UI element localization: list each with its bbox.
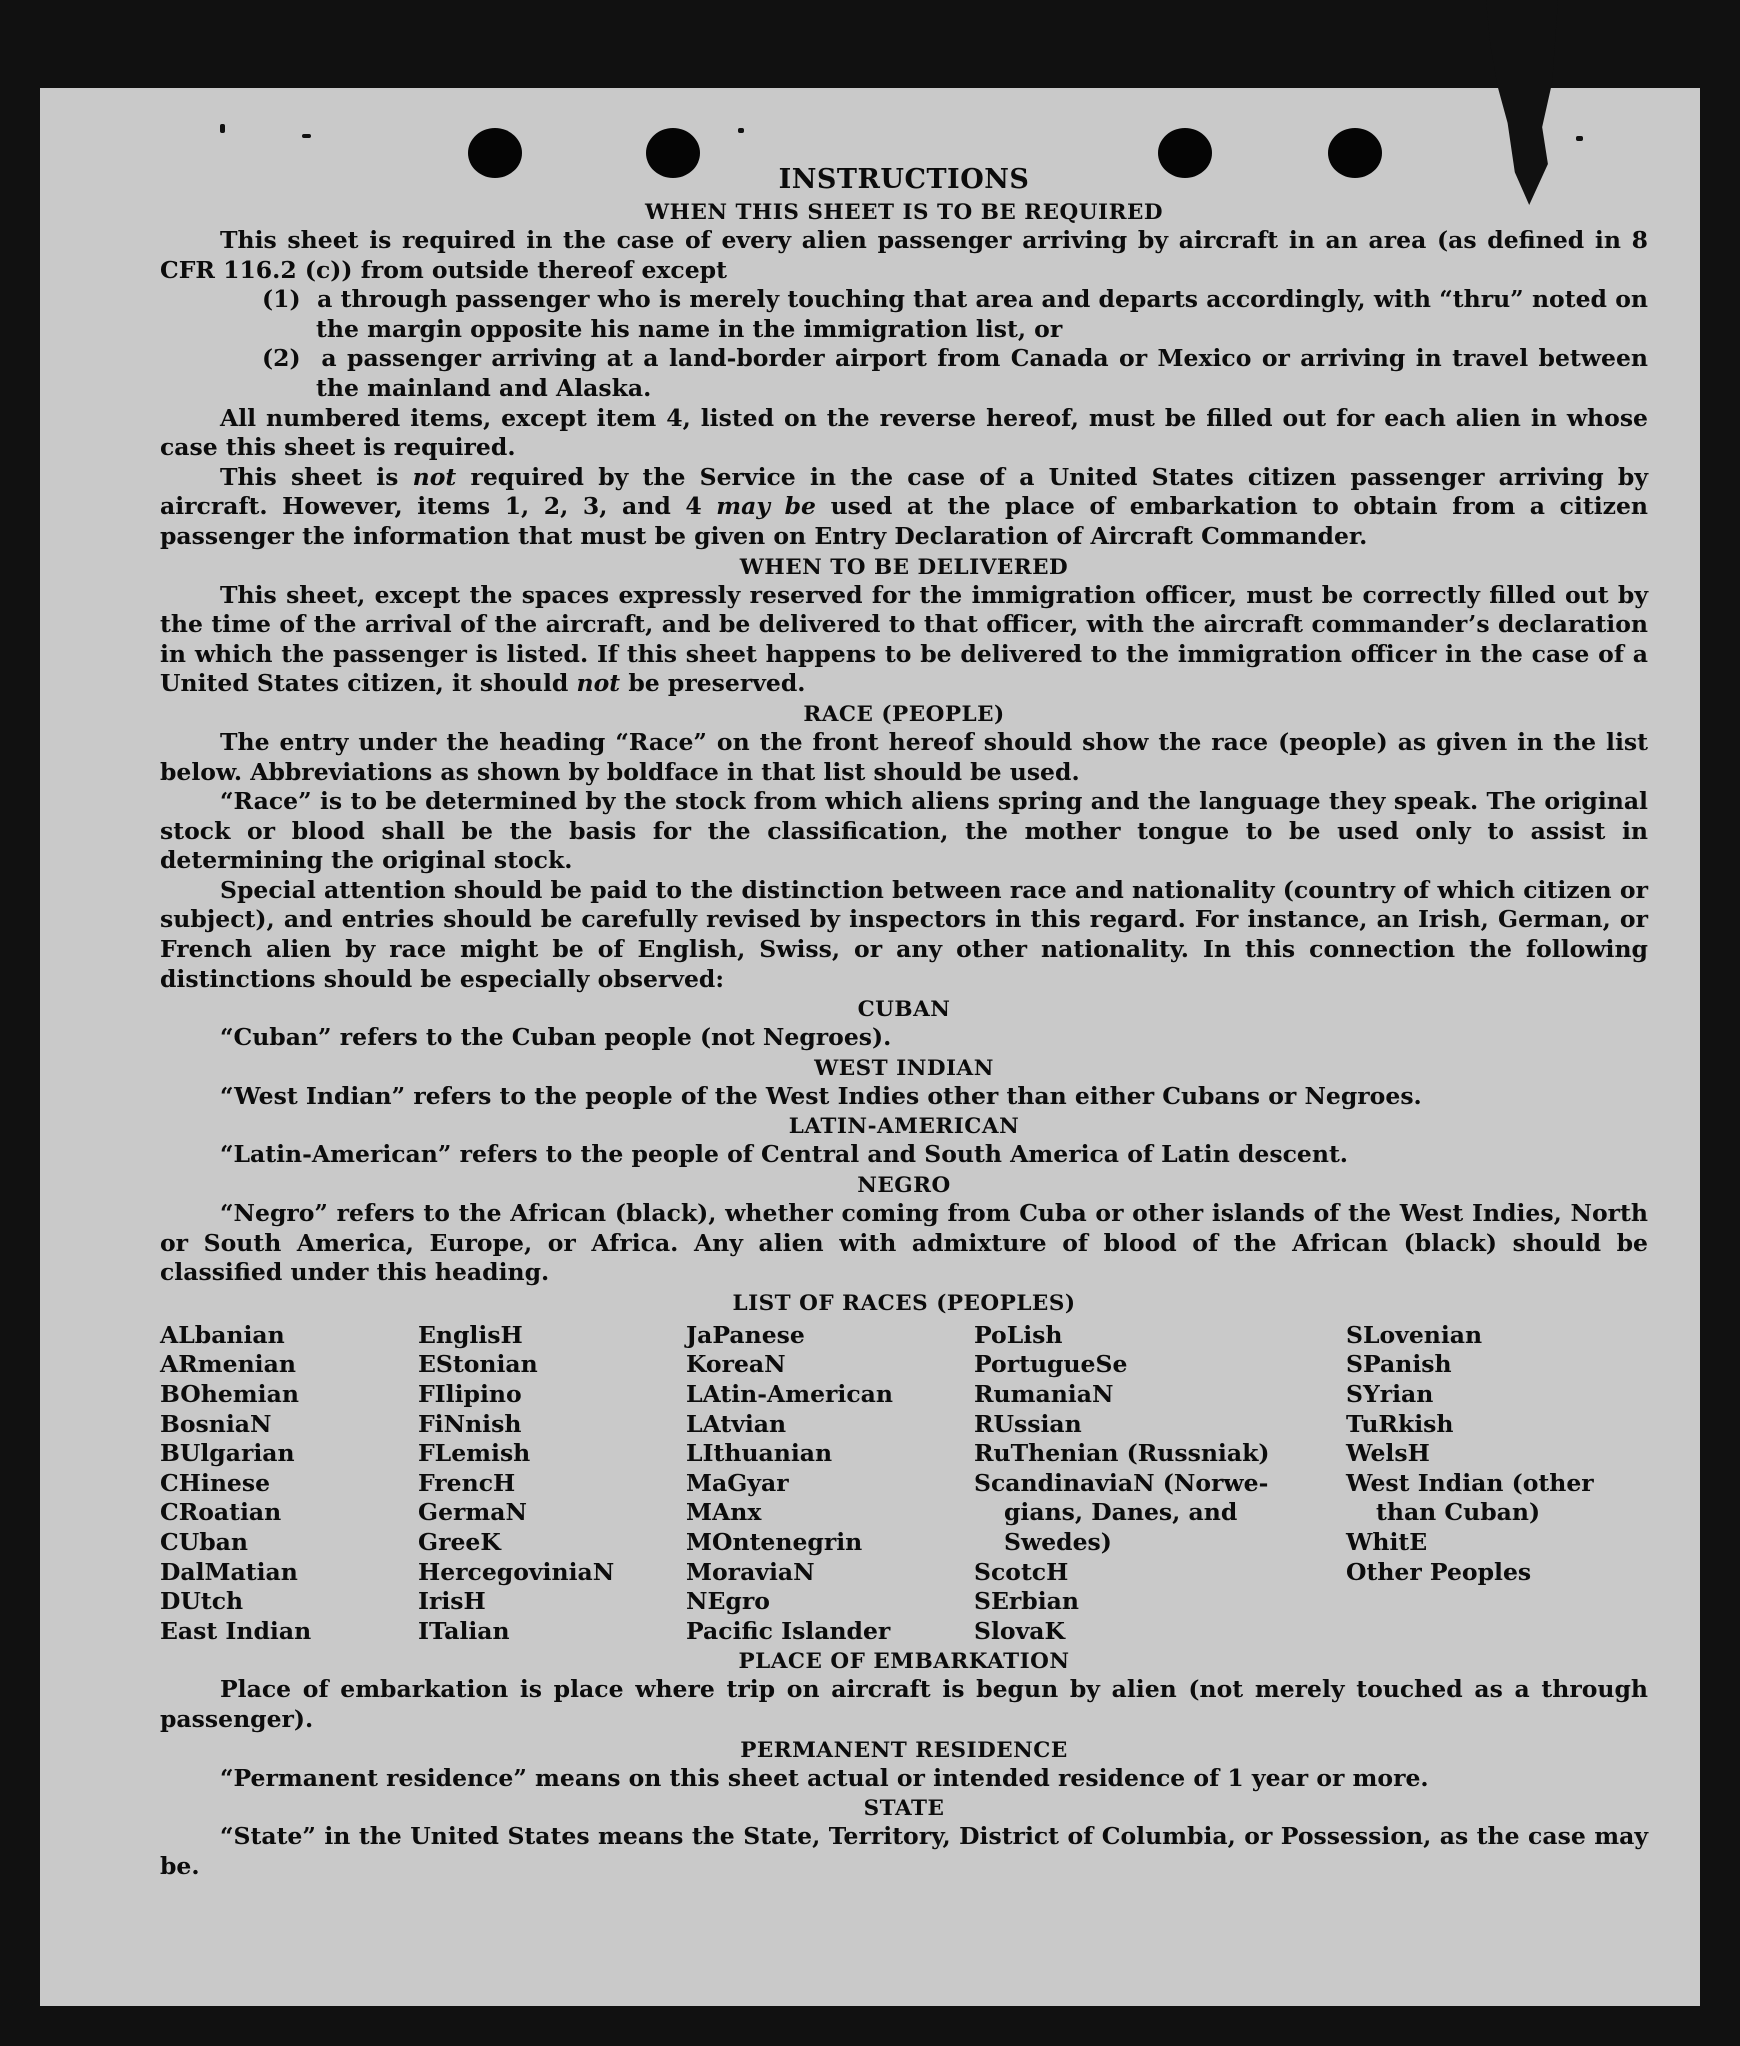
- section-heading: LATIN-AMERICAN: [788, 1114, 1020, 1140]
- race-entry: TuRkish: [1346, 1409, 1454, 1438]
- race-entry: GermaN: [418, 1498, 527, 1527]
- race-entry: BUlgarian: [160, 1439, 295, 1468]
- race-entry: Pacific Islander: [686, 1616, 891, 1645]
- race-entry: SLovenian: [1346, 1320, 1483, 1349]
- race-entry: RumaniaN: [974, 1380, 1114, 1408]
- race-entry: West Indian (other: [1346, 1468, 1594, 1497]
- paragraph: Special attention should be paid to the distinction between race and nationality (country of which citizen or subject), and entries should be carefully revised by inspectors in this regard. For instance, an Irish, German, or French alien by race might be of English, Swiss, or any other nationality. In this connection the following distinctions should be especially observed:: [160, 875, 1648, 993]
- paragraph: This sheet, except the spaces expressly reserved for the immigration officer, must be correctly filled out by the time of the arrival of the aircraft, and be delivered to that officer, with the aircraft commander’s declaration in which the passenger is listed. If this sheet happens to be delivered to the immigration officer in the case of a United States citizen, it should not be preserved.: [160, 580, 1648, 698]
- ink-speck: [1576, 136, 1583, 141]
- section-heading: RACE (PEOPLE): [803, 701, 1005, 727]
- race-entry: than Cuban): [1376, 1498, 1541, 1527]
- race-entry: PoLish: [974, 1320, 1063, 1349]
- race-entry: LAtin-American: [686, 1380, 893, 1408]
- race-entry: WhitE: [1346, 1527, 1428, 1556]
- race-entry: PortugueSe: [974, 1350, 1128, 1379]
- race-entry: KoreaN: [686, 1350, 786, 1379]
- page-title: INSTRUCTIONS: [778, 164, 1030, 195]
- race-entry: Other Peoples: [1346, 1557, 1532, 1586]
- paragraph: “Cuban” refers to the Cuban people (not Negroes).: [220, 1023, 892, 1052]
- document-page: [40, 88, 1700, 2006]
- paragraph: Place of embarkation is place where trip on aircraft is begun by alien (not merely touched as a through passenger).: [160, 1675, 1648, 1733]
- race-entry: SYrian: [1346, 1380, 1434, 1408]
- race-entry: ARmenian: [160, 1350, 296, 1379]
- section-heading: WEST INDIAN: [814, 1055, 994, 1081]
- section-heading: NEGRO: [857, 1173, 951, 1199]
- races-column: [418, 1321, 686, 1647]
- race-entry: WelsH: [1346, 1439, 1430, 1468]
- paragraph: This sheet is required in the case of every alien passenger arriving by aircraft in an area (as defined in 8 CFR 116.2 (c)) from outside thereof except: [160, 226, 1648, 284]
- instructions-text: [160, 161, 1648, 1881]
- race-entry: IrisH: [418, 1587, 486, 1616]
- race-entry: ScandinaviaN (Norwe-: [974, 1468, 1269, 1497]
- race-entry: ALbanian: [160, 1320, 285, 1349]
- section-heading: LIST OF RACES (PEOPLES): [732, 1290, 1076, 1316]
- race-entry: FIlipino: [418, 1380, 522, 1408]
- races-list: [160, 1321, 1648, 1647]
- race-entry: Swedes): [1004, 1527, 1112, 1556]
- section-heading: PERMANENT RESIDENCE: [740, 1737, 1068, 1763]
- section-heading: WHEN TO BE DELIVERED: [739, 554, 1069, 580]
- ink-speck: [220, 124, 225, 133]
- race-entry: BosniaN: [160, 1409, 272, 1438]
- race-entry: EStonian: [418, 1350, 538, 1379]
- race-entry: LAtvian: [686, 1409, 787, 1438]
- races-column: [160, 1321, 418, 1647]
- section-heading: CUBAN: [857, 997, 951, 1023]
- section-heading: PLACE OF EMBARKATION: [738, 1649, 1070, 1675]
- races-column: [1346, 1321, 1636, 1647]
- paragraph: “Negro” refers to the African (black), whether coming from Cuba or other islands of the West Indies, North or South America, Europe, or Africa. Any alien with admixture of blood of the African (black) should be classified under this heading.: [160, 1199, 1648, 1287]
- race-entry: RuThenian (Russniak): [974, 1439, 1270, 1468]
- race-entry: gians, Danes, and: [1004, 1498, 1238, 1527]
- race-entry: MaGyar: [686, 1468, 789, 1497]
- race-entry: CUban: [160, 1527, 248, 1556]
- race-entry: EnglisH: [418, 1320, 523, 1349]
- race-entry: FiNnish: [418, 1409, 522, 1438]
- paragraph: All numbered items, except item 4, listed on the reverse hereof, must be filled out for each alien in whose case this sheet is required.: [160, 403, 1648, 462]
- race-entry: FrencH: [418, 1468, 516, 1497]
- race-entry: NEgro: [686, 1587, 770, 1616]
- race-entry: DalMatian: [160, 1557, 298, 1586]
- race-entry: MAnx: [686, 1498, 762, 1527]
- paragraph: “State” in the United States means the State, Territory, District of Columbia, or Possession, as the case may be.: [160, 1822, 1648, 1880]
- race-entry: FLemish: [418, 1439, 531, 1468]
- races-column: [974, 1321, 1346, 1647]
- race-entry: RUssian: [974, 1409, 1082, 1438]
- race-entry: BOhemian: [160, 1380, 299, 1408]
- race-entry: LIthuanian: [686, 1439, 833, 1468]
- race-entry: MoraviaN: [686, 1557, 815, 1586]
- race-entry: CHinese: [160, 1468, 271, 1497]
- list-item: (1) a through passenger who is merely touching that area and departs accordingly, with “thru” noted on the margin opposite his name in the immigration list, or: [262, 285, 1648, 343]
- race-entry: SPanish: [1346, 1350, 1452, 1379]
- race-entry: ScotcH: [974, 1557, 1069, 1586]
- ink-speck: [738, 128, 744, 133]
- race-entry: SlovaK: [974, 1616, 1065, 1645]
- section-heading: WHEN THIS SHEET IS TO BE REQUIRED: [645, 200, 1163, 225]
- race-entry: JaPanese: [686, 1320, 805, 1349]
- paragraph: This sheet is not required by the Service in the case of a United States citizen passenger arriving by aircraft. However, items 1, 2, 3, and 4 may be used at the place of embarkation to obtain from a citizen passenger the information that must be given on Entry Declaration of Aircraft Commander.: [160, 462, 1649, 550]
- race-entry: MOntenegrin: [686, 1527, 863, 1556]
- ink-speck: [302, 134, 311, 138]
- paragraph: “Permanent residence” means on this sheet actual or intended residence of 1 year or more.: [220, 1763, 1429, 1792]
- paragraph: The entry under the heading “Race” on the front hereof should show the race (people) as given in the list below. Abbreviations as shown by boldface in that list should be used.: [160, 727, 1648, 786]
- race-entry: ITalian: [418, 1616, 510, 1645]
- race-entry: DUtch: [160, 1587, 244, 1616]
- section-heading: STATE: [863, 1796, 945, 1822]
- race-entry: CRoatian: [160, 1498, 282, 1527]
- race-entry: GreeK: [418, 1527, 501, 1556]
- paragraph: “Latin-American” refers to the people of Central and South America of Latin descent.: [220, 1140, 1348, 1169]
- race-entry: SErbian: [974, 1587, 1079, 1616]
- paragraph: “West Indian” refers to the people of the West Indies other than either Cubans or Negroes.: [220, 1081, 1422, 1110]
- race-entry: HercegoviniaN: [418, 1557, 615, 1586]
- list-item: (2) a passenger arriving at a land-border airport from Canada or Mexico or arriving in travel between the mainland and Alaska.: [262, 344, 1648, 402]
- paragraph: “Race” is to be determined by the stock from which aliens spring and the language they speak. The original stock or blood shall be the basis for the classification, the mother tongue to be used only to assist in determining the original stock.: [160, 787, 1648, 875]
- race-entry: East Indian: [160, 1616, 312, 1645]
- races-column: [686, 1321, 974, 1647]
